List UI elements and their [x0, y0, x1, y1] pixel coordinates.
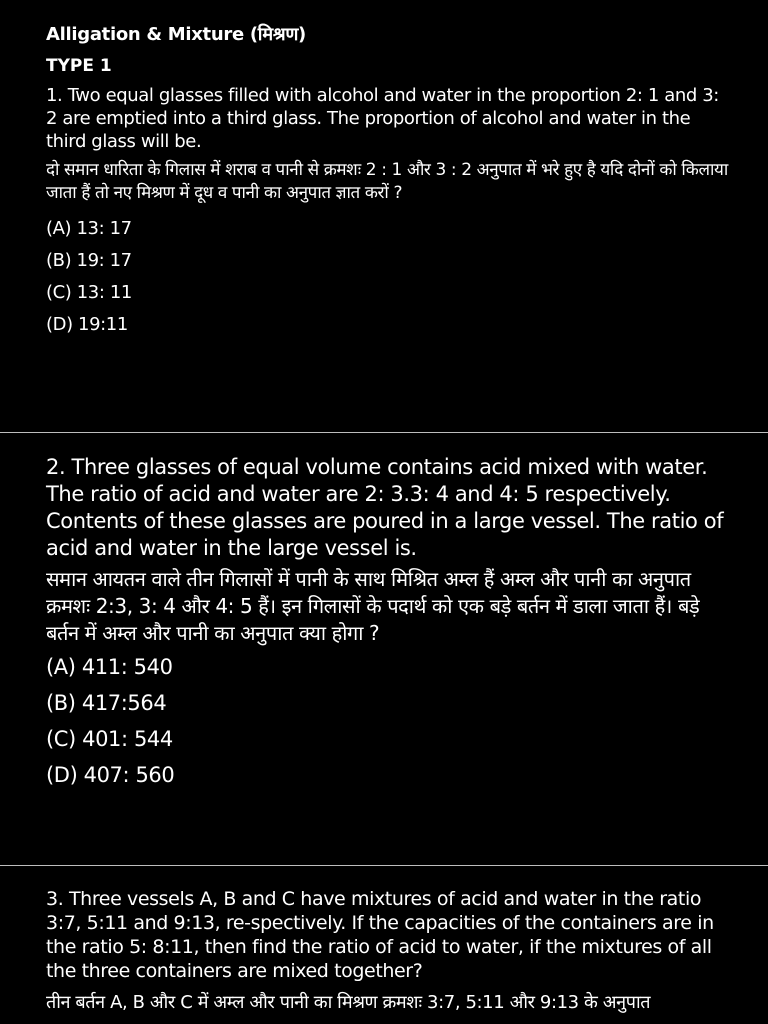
question-1-options: [46, 213, 728, 341]
document-title: Alligation & Mixture (मिश्रण): [46, 24, 306, 45]
page-2-content: [46, 454, 728, 793]
option-d: (D) 407: 560: [46, 763, 175, 787]
option-a: (A) 411: 540: [46, 655, 173, 679]
option-b: (B) 19: 17: [46, 250, 132, 271]
question-3-english: 3. Three vessels A, B and C have mixtures of acid and water in the ratio 3:7, 5:11 and 9:13, re-spectively. If the capacities of the containers are in the ratio 5: 8:11, then find the ratio of acid to water, if the mixtures of all the three containers are mixed together?: [46, 888, 714, 982]
page-1: [0, 0, 768, 432]
question-2-english: 2. Three glasses of equal volume contains acid mixed with water. The ratio of acid and water are 2: 3.3: 4 and 4: 5 respectively. Contents of these glasses are poured in a large vessel. The ratio of acid and water in the large vessel is.: [46, 455, 724, 560]
option-c: (C) 401: 544: [46, 727, 173, 751]
option-d: (D) 19:11: [46, 314, 128, 335]
page-1-content: [46, 22, 728, 341]
option-a: (A) 13: 17: [46, 218, 132, 239]
question-2-hindi: समान आयतन वाले तीन गिलासों में पानी के साथ मिश्रित अम्ल हैं अम्ल और पानी का अनुपात क्रमशः 2:3, 3: 4 और 4: 5 हैं। इन गिलासों के पदार्थ को एक बड़े बर्तन में डाला जाता हैं। बड़े बर्तन में अम्ल और पानी का अनुपात क्या होगा ?: [46, 567, 700, 645]
question-3-hindi: तीन बर्तन A, B और C में अम्ल और पानी का मिश्रण क्रमशः 3:7, 5:11 और 9:13 के अनुपात: [46, 992, 651, 1013]
page-divider: [0, 432, 768, 433]
option-c: (C) 13: 11: [46, 282, 132, 303]
question-2-options: [46, 649, 728, 793]
type-label: TYPE 1: [46, 56, 112, 76]
page-divider: [0, 865, 768, 866]
page-2: [0, 434, 768, 865]
page-3-content: [46, 887, 728, 1015]
option-b: (B) 417:564: [46, 691, 167, 715]
question-1-hindi: दो समान धारिता के गिलास में शराब व पानी से क्रमशः 2 : 1 और 3 : 2 अनुपात में भरे हुए है यदि दोनों को किलाया जाता हैं तो नए मिश्रण में दूध व पानी का अनुपात ज्ञात करों ?: [46, 160, 728, 203]
page-3: [0, 867, 768, 1024]
question-1-english: 1. Two equal glasses filled with alcohol and water in the proportion 2: 1 and 3: 2 are emptied into a third glass. The proportion of alcohol and water in the third glass will be.: [46, 85, 719, 152]
